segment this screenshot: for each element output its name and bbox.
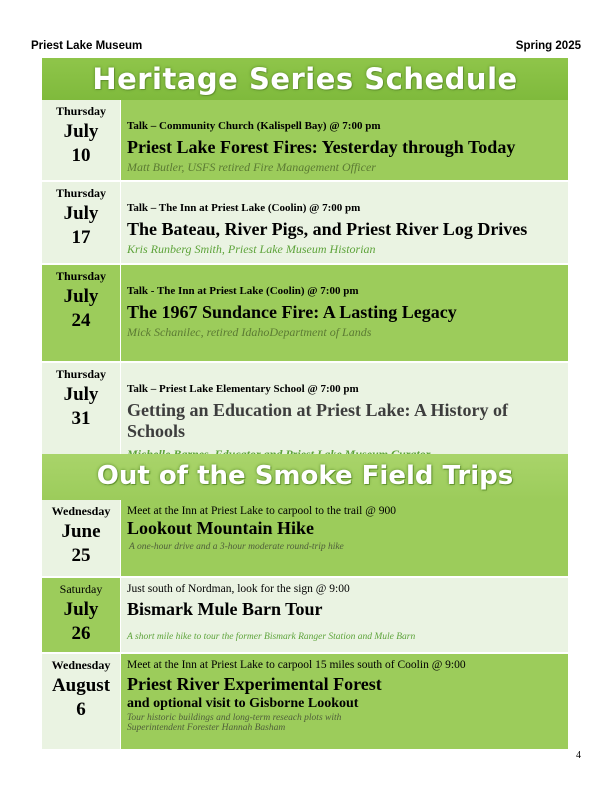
trip-weekday: Wednesday: [51, 658, 111, 672]
trip-note-line-2: Superintendent Forester Hannah Basham: [127, 723, 286, 733]
event-title: Priest Lake Forest Fires: Yesterday through Today: [127, 137, 516, 157]
trip-month: July: [63, 599, 99, 620]
event-date: [42, 100, 121, 180]
event-month: July: [63, 384, 99, 405]
issue-date: Spring 2025: [515, 40, 581, 52]
event-date: [42, 363, 121, 456]
trip-details: [121, 578, 568, 654]
trip-meeting-info: Meet at the Inn at Priest Lake to carpool to the trail @ 900: [127, 505, 396, 517]
event-title: The 1967 Sundance Fire: A Lasting Legacy: [127, 302, 457, 322]
event-weekday: Thursday: [55, 269, 107, 283]
page-number: 4: [576, 750, 581, 761]
event-weekday: Thursday: [55, 104, 107, 118]
heritage-event-row: [42, 263, 568, 363]
event-date: [42, 182, 121, 265]
trip-details: [121, 500, 568, 576]
event-day: 17: [71, 227, 91, 248]
event-day: 10: [71, 145, 91, 166]
event-month: July: [63, 203, 99, 224]
event-month: July: [63, 286, 99, 307]
event-day: 24: [71, 310, 91, 331]
event-speaker: Kris Runberg Smith, Priest Lake Museum Historian: [127, 242, 376, 256]
trip-title: Lookout Mountain Hike: [127, 518, 315, 538]
trip-month: June: [61, 521, 101, 542]
event-location: Talk - The Inn at Priest Lake (Coolin) @ 7:00 pm: [127, 285, 359, 297]
event-day: 31: [71, 408, 91, 429]
event-title: The Bateau, River Pigs, and Priest River Log Drives: [127, 219, 528, 239]
event-speaker: Matt Butler, USFS retired Fire Management Officer: [127, 160, 376, 174]
event-weekday: Thursday: [55, 367, 107, 381]
event-details: [121, 100, 568, 180]
trip-note: Tour historic buildings and long-term reseach plots with: [127, 713, 342, 723]
trip-details: [121, 654, 568, 749]
trip-weekday: Saturday: [59, 582, 103, 596]
event-weekday: Thursday: [55, 186, 107, 200]
field-trip-row: [42, 500, 568, 576]
event-location: Talk – Priest Lake Elementary School @ 7:00 pm: [127, 383, 359, 395]
trip-subtitle: and optional visit to Gisborne Lookout: [127, 696, 359, 711]
event-details: [121, 182, 568, 265]
event-details: [121, 265, 568, 363]
field-trip-row: [42, 652, 568, 749]
event-speaker: Mick Schanilec, retired IdahoDepartment of Lands: [127, 325, 372, 339]
trip-title: Bismark Mule Barn Tour: [127, 599, 323, 619]
trip-day: 25: [71, 545, 91, 566]
trip-meeting-info: Just south of Nordman, look for the sign @ 9:00: [127, 583, 350, 595]
trip-meeting-info: Meet at the Inn at Priest Lake to carpool 15 miles south of Coolin @ 9:00: [127, 659, 466, 671]
trip-month: August: [51, 675, 111, 696]
field-trips-banner: Out of the Smoke Field Trips: [42, 454, 568, 500]
trip-date: [42, 654, 121, 749]
trip-note: A short mile hike to tour the former Bismark Ranger Station and Mule Barn: [127, 632, 416, 642]
trip-weekday: Wednesday: [51, 504, 111, 518]
trip-title: Priest River Experimental Forest: [127, 674, 382, 694]
heritage-event-row: [42, 100, 568, 180]
trip-day: 26: [71, 623, 91, 644]
heritage-series-banner: Heritage Series Schedule: [42, 58, 568, 100]
heritage-event-row: [42, 361, 568, 456]
trip-day: 6: [76, 699, 86, 720]
trip-note: A one-hour drive and a 3-hour moderate round-trip hike: [129, 542, 344, 552]
event-title: Getting an Education at Priest Lake: A History of Schools: [127, 400, 508, 441]
event-location: Talk – The Inn at Priest Lake (Coolin) @ 7:00 pm: [127, 202, 361, 214]
museum-name: Priest Lake Museum: [31, 40, 143, 52]
heritage-event-row: [42, 180, 568, 265]
event-details: [121, 363, 568, 456]
field-trip-row: [42, 576, 568, 654]
event-date: [42, 265, 121, 363]
event-location: Talk – Community Church (Kalispell Bay) @ 7:00 pm: [127, 120, 381, 132]
trip-date: [42, 578, 121, 654]
trip-date: [42, 500, 121, 576]
event-month: July: [63, 121, 99, 142]
